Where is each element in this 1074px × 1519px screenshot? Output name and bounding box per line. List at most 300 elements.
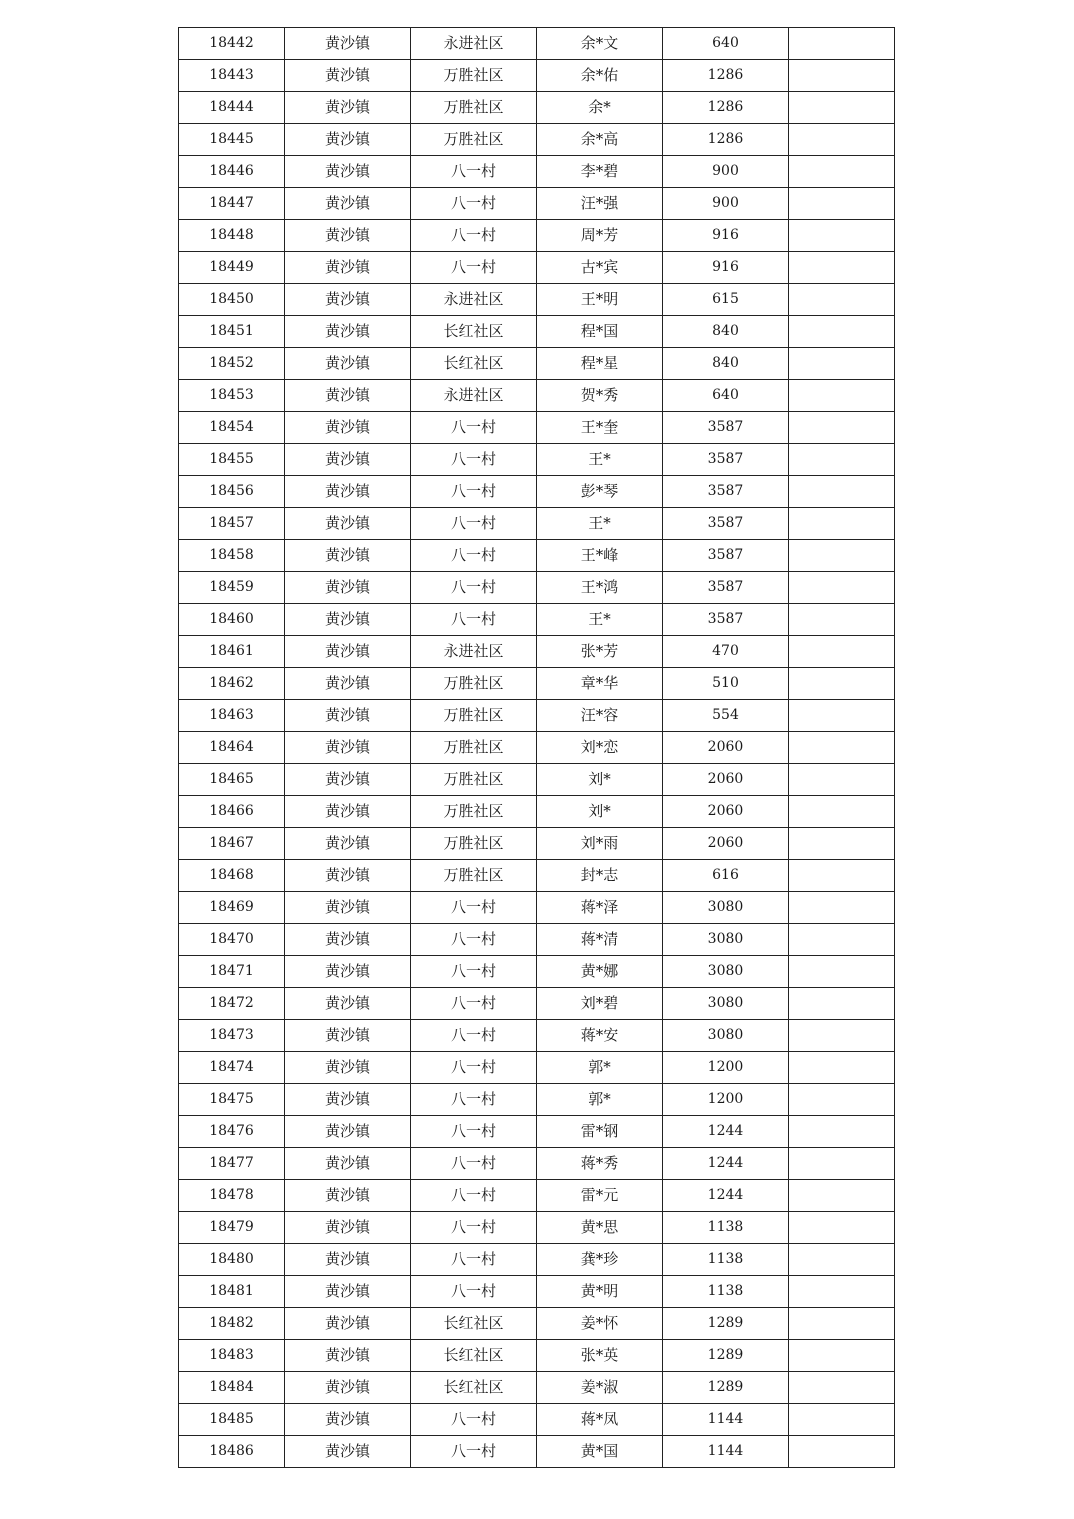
table-row (179, 1436, 895, 1468)
remark-cell (789, 188, 895, 220)
table-row (179, 92, 895, 124)
name-cell: 刘* (537, 796, 663, 828)
name-cell: 雷*元 (537, 1180, 663, 1212)
table-row (179, 28, 895, 60)
town-cell: 黄沙镇 (285, 60, 411, 92)
name-cell: 姜*淑 (537, 1372, 663, 1404)
remark-cell (789, 732, 895, 764)
seq-cell: 18478 (179, 1180, 285, 1212)
village-cell: 万胜社区 (411, 860, 537, 892)
table-row (179, 1276, 895, 1308)
village-cell: 长红社区 (411, 348, 537, 380)
seq-cell: 18460 (179, 604, 285, 636)
table-row (179, 1052, 895, 1084)
remark-cell (789, 604, 895, 636)
seq-cell: 18475 (179, 1084, 285, 1116)
name-cell: 王*奎 (537, 412, 663, 444)
name-cell: 姜*怀 (537, 1308, 663, 1340)
remark-cell (789, 1212, 895, 1244)
remark-cell (789, 1340, 895, 1372)
table-row (179, 60, 895, 92)
table-row (179, 444, 895, 476)
name-cell: 余* (537, 92, 663, 124)
seq-cell: 18461 (179, 636, 285, 668)
amount-cell: 3080 (663, 1020, 789, 1052)
name-cell: 王*鸿 (537, 572, 663, 604)
name-cell: 王* (537, 604, 663, 636)
name-cell: 郭* (537, 1052, 663, 1084)
name-cell: 黄*明 (537, 1276, 663, 1308)
remark-cell (789, 252, 895, 284)
table-row (179, 1212, 895, 1244)
town-cell: 黄沙镇 (285, 1340, 411, 1372)
name-cell: 王* (537, 508, 663, 540)
town-cell: 黄沙镇 (285, 1372, 411, 1404)
village-cell: 八一村 (411, 572, 537, 604)
village-cell: 八一村 (411, 1244, 537, 1276)
village-cell: 万胜社区 (411, 60, 537, 92)
amount-cell: 840 (663, 348, 789, 380)
seq-cell: 18484 (179, 1372, 285, 1404)
remark-cell (789, 1404, 895, 1436)
table-row (179, 1148, 895, 1180)
name-cell: 汪*强 (537, 188, 663, 220)
name-cell: 蒋*安 (537, 1020, 663, 1052)
amount-cell: 640 (663, 28, 789, 60)
remark-cell (789, 1308, 895, 1340)
table-row (179, 668, 895, 700)
table-row (179, 188, 895, 220)
town-cell: 黄沙镇 (285, 1020, 411, 1052)
amount-cell: 3587 (663, 508, 789, 540)
name-cell: 周*芳 (537, 220, 663, 252)
amount-cell: 1138 (663, 1276, 789, 1308)
seq-cell: 18451 (179, 316, 285, 348)
name-cell: 余*高 (537, 124, 663, 156)
remark-cell (789, 1020, 895, 1052)
village-cell: 长红社区 (411, 1340, 537, 1372)
name-cell: 汪*容 (537, 700, 663, 732)
remark-cell (789, 476, 895, 508)
name-cell: 王* (537, 444, 663, 476)
village-cell: 八一村 (411, 412, 537, 444)
seq-cell: 18454 (179, 412, 285, 444)
table-row (179, 220, 895, 252)
town-cell: 黄沙镇 (285, 828, 411, 860)
amount-cell: 1286 (663, 124, 789, 156)
village-cell: 八一村 (411, 892, 537, 924)
town-cell: 黄沙镇 (285, 764, 411, 796)
name-cell: 刘*恋 (537, 732, 663, 764)
name-cell: 黄*国 (537, 1436, 663, 1468)
village-cell: 八一村 (411, 1212, 537, 1244)
name-cell: 刘* (537, 764, 663, 796)
seq-cell: 18443 (179, 60, 285, 92)
town-cell: 黄沙镇 (285, 1276, 411, 1308)
village-cell: 万胜社区 (411, 764, 537, 796)
village-cell: 八一村 (411, 156, 537, 188)
name-cell: 蒋*泽 (537, 892, 663, 924)
amount-cell: 900 (663, 156, 789, 188)
name-cell: 黄*思 (537, 1212, 663, 1244)
amount-cell: 3587 (663, 572, 789, 604)
table-row (179, 412, 895, 444)
seq-cell: 18471 (179, 956, 285, 988)
table-row (179, 124, 895, 156)
amount-cell: 2060 (663, 764, 789, 796)
seq-cell: 18442 (179, 28, 285, 60)
town-cell: 黄沙镇 (285, 572, 411, 604)
table-row (179, 956, 895, 988)
seq-cell: 18483 (179, 1340, 285, 1372)
seq-cell: 18448 (179, 220, 285, 252)
name-cell: 刘*碧 (537, 988, 663, 1020)
amount-cell: 1289 (663, 1308, 789, 1340)
table-row (179, 700, 895, 732)
remark-cell (789, 444, 895, 476)
seq-cell: 18486 (179, 1436, 285, 1468)
seq-cell: 18449 (179, 252, 285, 284)
town-cell: 黄沙镇 (285, 1404, 411, 1436)
name-cell: 龚*珍 (537, 1244, 663, 1276)
amount-cell: 916 (663, 252, 789, 284)
amount-cell: 2060 (663, 828, 789, 860)
seq-cell: 18477 (179, 1148, 285, 1180)
seq-cell: 18458 (179, 540, 285, 572)
table-row (179, 1308, 895, 1340)
village-cell: 永进社区 (411, 284, 537, 316)
town-cell: 黄沙镇 (285, 540, 411, 572)
town-cell: 黄沙镇 (285, 252, 411, 284)
seq-cell: 18446 (179, 156, 285, 188)
town-cell: 黄沙镇 (285, 316, 411, 348)
remark-cell (789, 124, 895, 156)
table-row (179, 1020, 895, 1052)
remark-cell (789, 380, 895, 412)
table-row (179, 1180, 895, 1212)
village-cell: 八一村 (411, 444, 537, 476)
town-cell: 黄沙镇 (285, 156, 411, 188)
seq-cell: 18445 (179, 124, 285, 156)
name-cell: 章*华 (537, 668, 663, 700)
village-cell: 八一村 (411, 508, 537, 540)
name-cell: 蒋*清 (537, 924, 663, 956)
amount-cell: 1144 (663, 1436, 789, 1468)
remark-cell (789, 28, 895, 60)
amount-cell: 1289 (663, 1372, 789, 1404)
remark-cell (789, 1116, 895, 1148)
seq-cell: 18452 (179, 348, 285, 380)
table-row (179, 860, 895, 892)
table-row (179, 892, 895, 924)
town-cell: 黄沙镇 (285, 796, 411, 828)
village-cell: 长红社区 (411, 1308, 537, 1340)
table-row (179, 732, 895, 764)
seq-cell: 18453 (179, 380, 285, 412)
table-row (179, 1340, 895, 1372)
town-cell: 黄沙镇 (285, 380, 411, 412)
village-cell: 万胜社区 (411, 92, 537, 124)
table-row (179, 604, 895, 636)
seq-cell: 18465 (179, 764, 285, 796)
town-cell: 黄沙镇 (285, 444, 411, 476)
town-cell: 黄沙镇 (285, 348, 411, 380)
village-cell: 八一村 (411, 924, 537, 956)
seq-cell: 18476 (179, 1116, 285, 1148)
village-cell: 八一村 (411, 188, 537, 220)
name-cell: 张*芳 (537, 636, 663, 668)
seq-cell: 18480 (179, 1244, 285, 1276)
amount-cell: 1244 (663, 1180, 789, 1212)
town-cell: 黄沙镇 (285, 476, 411, 508)
amount-cell: 2060 (663, 796, 789, 828)
table-row (179, 284, 895, 316)
remark-cell (789, 988, 895, 1020)
village-cell: 八一村 (411, 956, 537, 988)
town-cell: 黄沙镇 (285, 1052, 411, 1084)
amount-cell: 640 (663, 380, 789, 412)
amount-cell: 3587 (663, 444, 789, 476)
town-cell: 黄沙镇 (285, 220, 411, 252)
village-cell: 八一村 (411, 1116, 537, 1148)
remark-cell (789, 572, 895, 604)
amount-cell: 1200 (663, 1084, 789, 1116)
name-cell: 蒋*凤 (537, 1404, 663, 1436)
town-cell: 黄沙镇 (285, 1244, 411, 1276)
seq-cell: 18464 (179, 732, 285, 764)
village-cell: 八一村 (411, 1180, 537, 1212)
village-cell: 八一村 (411, 476, 537, 508)
remark-cell (789, 1180, 895, 1212)
table-row (179, 988, 895, 1020)
town-cell: 黄沙镇 (285, 668, 411, 700)
town-cell: 黄沙镇 (285, 700, 411, 732)
amount-cell: 2060 (663, 732, 789, 764)
amount-cell: 3080 (663, 892, 789, 924)
seq-cell: 18469 (179, 892, 285, 924)
village-cell: 长红社区 (411, 1372, 537, 1404)
town-cell: 黄沙镇 (285, 924, 411, 956)
remark-cell (789, 508, 895, 540)
seq-cell: 18463 (179, 700, 285, 732)
remark-cell (789, 1276, 895, 1308)
remark-cell (789, 1084, 895, 1116)
table-row (179, 1372, 895, 1404)
roster-table-body (179, 28, 895, 1468)
amount-cell: 1286 (663, 60, 789, 92)
table-row (179, 540, 895, 572)
remark-cell (789, 828, 895, 860)
amount-cell: 3080 (663, 956, 789, 988)
amount-cell: 1138 (663, 1212, 789, 1244)
name-cell: 李*碧 (537, 156, 663, 188)
table-row (179, 796, 895, 828)
amount-cell: 510 (663, 668, 789, 700)
village-cell: 八一村 (411, 988, 537, 1020)
table-row (179, 1244, 895, 1276)
amount-cell: 3587 (663, 476, 789, 508)
town-cell: 黄沙镇 (285, 1308, 411, 1340)
town-cell: 黄沙镇 (285, 1436, 411, 1468)
remark-cell (789, 924, 895, 956)
remark-cell (789, 220, 895, 252)
village-cell: 八一村 (411, 1436, 537, 1468)
town-cell: 黄沙镇 (285, 412, 411, 444)
town-cell: 黄沙镇 (285, 636, 411, 668)
village-cell: 永进社区 (411, 636, 537, 668)
name-cell: 王*峰 (537, 540, 663, 572)
town-cell: 黄沙镇 (285, 1180, 411, 1212)
amount-cell: 1144 (663, 1404, 789, 1436)
town-cell: 黄沙镇 (285, 892, 411, 924)
amount-cell: 3080 (663, 924, 789, 956)
village-cell: 万胜社区 (411, 124, 537, 156)
village-cell: 八一村 (411, 1052, 537, 1084)
seq-cell: 18466 (179, 796, 285, 828)
name-cell: 黄*娜 (537, 956, 663, 988)
town-cell: 黄沙镇 (285, 956, 411, 988)
village-cell: 八一村 (411, 1404, 537, 1436)
name-cell: 雷*钢 (537, 1116, 663, 1148)
name-cell: 古*宾 (537, 252, 663, 284)
table-row (179, 380, 895, 412)
village-cell: 万胜社区 (411, 700, 537, 732)
name-cell: 郭* (537, 1084, 663, 1116)
village-cell: 永进社区 (411, 380, 537, 412)
remark-cell (789, 156, 895, 188)
remark-cell (789, 1052, 895, 1084)
seq-cell: 18474 (179, 1052, 285, 1084)
village-cell: 八一村 (411, 540, 537, 572)
village-cell: 万胜社区 (411, 732, 537, 764)
seq-cell: 18457 (179, 508, 285, 540)
name-cell: 刘*雨 (537, 828, 663, 860)
amount-cell: 615 (663, 284, 789, 316)
table-row (179, 764, 895, 796)
remark-cell (789, 284, 895, 316)
name-cell: 张*英 (537, 1340, 663, 1372)
village-cell: 万胜社区 (411, 668, 537, 700)
village-cell: 永进社区 (411, 28, 537, 60)
seq-cell: 18470 (179, 924, 285, 956)
amount-cell: 916 (663, 220, 789, 252)
remark-cell (789, 1372, 895, 1404)
town-cell: 黄沙镇 (285, 188, 411, 220)
table-row (179, 572, 895, 604)
seq-cell: 18459 (179, 572, 285, 604)
remark-cell (789, 796, 895, 828)
name-cell: 彭*琴 (537, 476, 663, 508)
remark-cell (789, 540, 895, 572)
town-cell: 黄沙镇 (285, 1116, 411, 1148)
town-cell: 黄沙镇 (285, 284, 411, 316)
amount-cell: 1244 (663, 1148, 789, 1180)
amount-cell: 1244 (663, 1116, 789, 1148)
village-cell: 八一村 (411, 1276, 537, 1308)
seq-cell: 18473 (179, 1020, 285, 1052)
table-row (179, 156, 895, 188)
town-cell: 黄沙镇 (285, 1148, 411, 1180)
remark-cell (789, 636, 895, 668)
table-row (179, 508, 895, 540)
table-row (179, 1116, 895, 1148)
town-cell: 黄沙镇 (285, 988, 411, 1020)
seq-cell: 18482 (179, 1308, 285, 1340)
remark-cell (789, 860, 895, 892)
seq-cell: 18455 (179, 444, 285, 476)
town-cell: 黄沙镇 (285, 28, 411, 60)
name-cell: 余*佑 (537, 60, 663, 92)
remark-cell (789, 1436, 895, 1468)
village-cell: 八一村 (411, 1148, 537, 1180)
village-cell: 八一村 (411, 604, 537, 636)
amount-cell: 1200 (663, 1052, 789, 1084)
table-row (179, 316, 895, 348)
name-cell: 贺*秀 (537, 380, 663, 412)
amount-cell: 1286 (663, 92, 789, 124)
village-cell: 长红社区 (411, 316, 537, 348)
seq-cell: 18462 (179, 668, 285, 700)
amount-cell: 554 (663, 700, 789, 732)
name-cell: 封*志 (537, 860, 663, 892)
remark-cell (789, 764, 895, 796)
table-row (179, 476, 895, 508)
remark-cell (789, 316, 895, 348)
amount-cell: 3587 (663, 412, 789, 444)
remark-cell (789, 348, 895, 380)
seq-cell: 18472 (179, 988, 285, 1020)
village-cell: 八一村 (411, 1020, 537, 1052)
town-cell: 黄沙镇 (285, 604, 411, 636)
remark-cell (789, 60, 895, 92)
village-cell: 八一村 (411, 220, 537, 252)
table-row (179, 1404, 895, 1436)
name-cell: 程*国 (537, 316, 663, 348)
seq-cell: 18444 (179, 92, 285, 124)
roster-table (178, 27, 895, 1468)
seq-cell: 18456 (179, 476, 285, 508)
name-cell: 余*文 (537, 28, 663, 60)
village-cell: 八一村 (411, 1084, 537, 1116)
remark-cell (789, 412, 895, 444)
remark-cell (789, 700, 895, 732)
table-row (179, 636, 895, 668)
amount-cell: 470 (663, 636, 789, 668)
remark-cell (789, 1148, 895, 1180)
table-row (179, 828, 895, 860)
amount-cell: 900 (663, 188, 789, 220)
town-cell: 黄沙镇 (285, 1212, 411, 1244)
amount-cell: 616 (663, 860, 789, 892)
table-row (179, 252, 895, 284)
remark-cell (789, 668, 895, 700)
seq-cell: 18485 (179, 1404, 285, 1436)
seq-cell: 18467 (179, 828, 285, 860)
seq-cell: 18481 (179, 1276, 285, 1308)
amount-cell: 3587 (663, 604, 789, 636)
village-cell: 万胜社区 (411, 796, 537, 828)
town-cell: 黄沙镇 (285, 92, 411, 124)
remark-cell (789, 892, 895, 924)
amount-cell: 1138 (663, 1244, 789, 1276)
village-cell: 万胜社区 (411, 828, 537, 860)
table-row (179, 924, 895, 956)
town-cell: 黄沙镇 (285, 124, 411, 156)
village-cell: 八一村 (411, 252, 537, 284)
town-cell: 黄沙镇 (285, 508, 411, 540)
name-cell: 王*明 (537, 284, 663, 316)
name-cell: 程*星 (537, 348, 663, 380)
